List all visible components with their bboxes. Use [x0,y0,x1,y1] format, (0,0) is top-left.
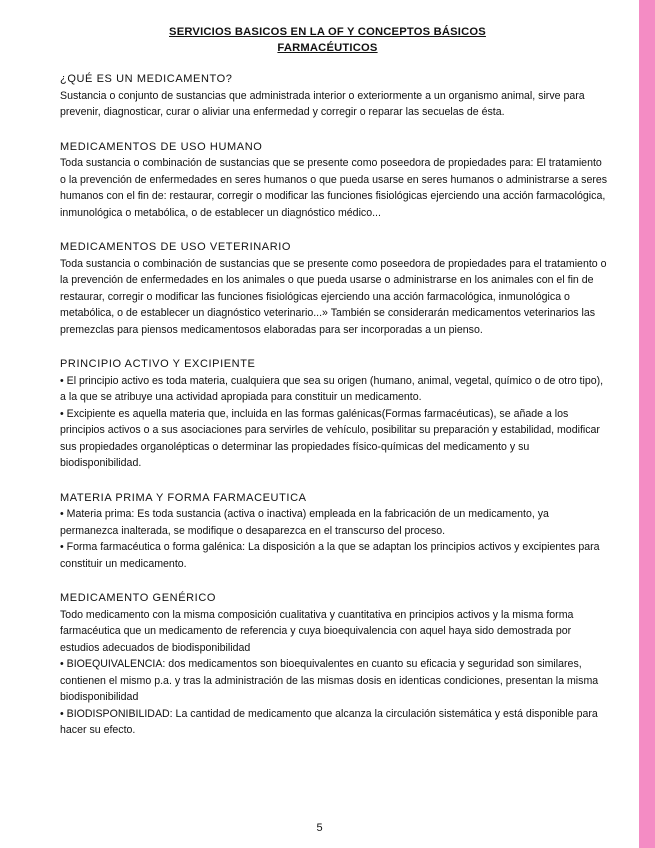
page-edge-stripe [639,0,655,848]
page-number: 5 [316,822,323,834]
section-principio-activo [60,356,610,472]
section-uso-humano [60,139,610,222]
section-paragraph: Todo medicamento con la misma composición cualitativa y cuantitativa en principios activos y la misma forma farmacéutica que un medicamento de referencia y cuya bioequivalencia con aquel haya sido demostrada por estudios adecuados de biodisponibilidad [60,608,574,654]
section-heading: MATERIA PRIMA Y FORMA FARMACEUTICA [60,491,307,504]
section-paragraph: Toda sustancia o combinación de sustancias que se presente como poseedora de propiedades para: El tratamiento o la prevención de enfermedades en seres humanos o que pueda usarse en seres humanos o administrarse a seres humanos con el fin de: restaurar, corregir o modificar las funciones fisiológicas ejerciendo una acción farmacológica, inmunológica o metabólica, o de establecer un diagnóstico médico... [60,157,608,219]
section-uso-veterinario [60,239,610,338]
title-line-1: SERVICIOS BASICOS EN LA OF Y CONCEPTOS BÁSICOS [169,26,486,38]
document-body [60,71,610,757]
section-heading: MEDICAMENTOS DE USO VETERINARIO [60,241,292,253]
section-heading: MEDICAMENTO GENÉRICO [60,592,217,604]
document-title [60,24,595,56]
section-materia-prima [60,490,610,573]
section-paragraph: • Forma farmacéutica o forma galénica: La disposición a la que se adaptan los principios activos y excipientes para constituir un medicamento. [60,541,600,570]
section-heading: ¿QUÉ ES UN MEDICAMENTO? [60,73,233,85]
section-paragraph: • BIODISPONIBILIDAD: La cantidad de medicamento que alcanza la circulación sistemática y está disponible para hacer su efecto. [60,707,598,736]
section-heading: PRINCIPIO ACTIVO Y EXCIPIENTE [60,358,256,370]
section-paragraph: • Materia prima: Es toda sustancia (activa o inactiva) empleada en la fabricación de un medicamento, ya permanezca inalterada, se modifique o desaparezca en el transcurso del proceso. [60,508,549,537]
section-paragraph: Toda sustancia o combinación de sustancias que se presente como poseedora de propiedades para el tratamiento o la prevención de enfermedades en los animales o que pueda usarse o administrarse en los animales con el fin de restaurar, corregir o modificar las funciones fisiológicas ejerciendo una acción farmacológica, inmunológica o metabólica, o de establecer un diagnóstico veterinario...» También se considerarán medicamentos veterinarios las premezclas para piensos medicamentosos elaboradas para ser incorporadas a un pienso. [60,257,607,336]
section-paragraph: Sustancia o conjunto de sustancias que administrada interior o exteriormente a un organismo animal, sirve para prevenir, diagnosticar, curar o aliviar una enfermedad y corregir o reparar las secuelas de ésta. [60,89,585,118]
section-medicamento-generico [60,590,610,739]
section-que-es-medicamento [60,71,610,121]
title-line-2: FARMACÉUTICOS [277,42,378,54]
section-heading: MEDICAMENTOS DE USO HUMANO [60,140,263,153]
section-paragraph: • Excipiente es aquella materia que, incluida en las formas galénicas(Formas farmacéuticas), se añade a los principios activos o a sus asociaciones para servirles de vehículo, posibilitar su preparación y estabilidad, modificar sus propiedades organolépticas o determinar las propiedades físico-químicas del medicamento y su biodisponibilidad. [60,407,600,469]
section-paragraph: • El principio activo es toda materia, cualquiera que sea su origen (humano, animal, vegetal, químico o de otro tipo), a la que se atribuye una actividad apropiada para constituir un medicamento. [60,374,604,403]
section-paragraph: • BIOEQUIVALENCIA: dos medicamentos son bioequivalentes en cuanto su eficacia y seguridad son similares, contienen el mismo p.a. y tras la administración de las mismas dosis en identicas condiciones, presentan la misma biodisponibilidad [60,658,599,703]
